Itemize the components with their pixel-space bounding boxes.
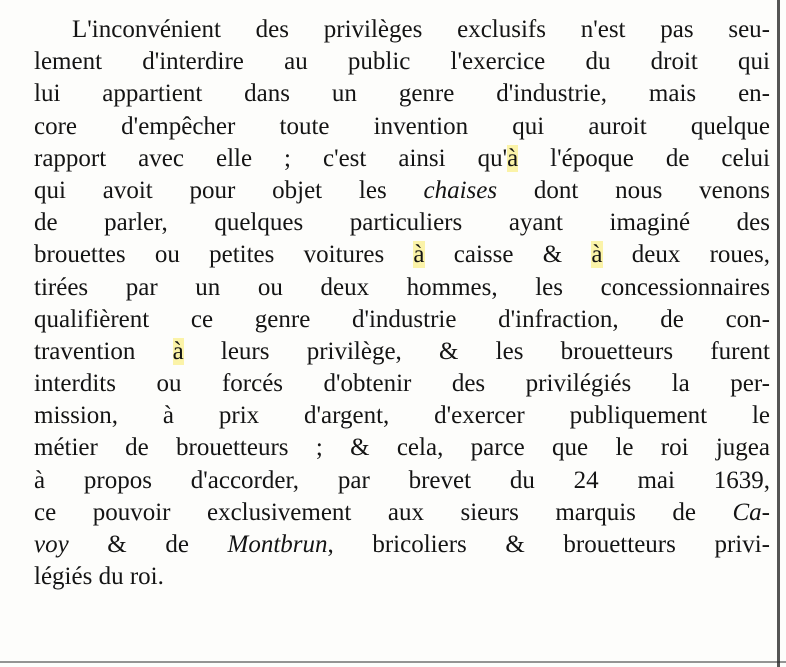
text-run: interdits ou forcés d'obtenir des privilégiés la per- — [34, 370, 770, 398]
text-line — [34, 207, 770, 239]
text-run: à propos d'accorder, par brevet du 24 mai 1639, — [34, 466, 770, 494]
highlighted-word: à — [413, 241, 425, 269]
text-run: core d'empêcher toute invention qui auroit quelque — [34, 112, 770, 140]
text-run: travention — [34, 337, 173, 365]
italic-text: Montbrun — [227, 531, 328, 558]
text-run: qui avoit pour objet les — [34, 176, 424, 204]
text-line — [34, 239, 770, 271]
page-bottom-edge — [0, 661, 786, 663]
text-line — [34, 561, 770, 593]
text-run: L'inconvénient des privilèges exclusifs n'est pas seu- — [72, 16, 770, 43]
text-line — [34, 529, 770, 561]
text-run: de parler, quelques particuliers ayant imaginé des — [34, 209, 770, 237]
text-run: lui appartient dans un genre d'industrie, mais en- — [34, 80, 770, 108]
text-run: , bricoliers & brouetteurs privi- — [327, 531, 770, 558]
text-line — [34, 336, 770, 368]
page-right-edge — [777, 0, 780, 667]
text-line — [34, 400, 770, 432]
highlighted-word: à — [172, 337, 184, 365]
text-run: leurs privilège, & les brouetteurs furent — [183, 337, 770, 365]
text-run: l'époque de celui — [518, 144, 770, 172]
text-run: mission, à prix d'argent, d'exercer publiquement le — [34, 402, 770, 430]
text-line — [34, 175, 770, 207]
text-run: rapport avec elle ; c'est ainsi qu' — [34, 144, 508, 172]
text-run: légiés du roi. — [34, 563, 164, 591]
italic-text: chaises — [423, 176, 498, 204]
text-run: dont nous venons — [497, 176, 770, 204]
text-line — [34, 368, 770, 400]
text-line — [34, 497, 770, 529]
text-run: ce pouvoir exclusivement aux sieurs marquis de — [34, 498, 733, 526]
text-line — [34, 272, 770, 304]
italic-text: Ca- — [732, 498, 770, 526]
text-run: lement d'interdire au public l'exercice du droit qui — [34, 48, 770, 76]
text-line — [34, 304, 770, 336]
paragraph — [34, 14, 770, 593]
text-run: caisse & — [424, 241, 592, 269]
text-line — [34, 111, 770, 143]
text-line — [34, 432, 770, 464]
text-run: tirées par un ou deux hommes, les concessionnaires — [34, 273, 770, 301]
text-line — [34, 465, 770, 497]
text-run: brouettes ou petites voitures — [34, 241, 414, 269]
text-run: qualifièrent ce genre d'industrie d'infraction, de con- — [34, 305, 770, 333]
highlighted-word: à — [507, 144, 519, 172]
text-line — [34, 78, 770, 110]
text-line — [34, 14, 770, 46]
text-line — [34, 46, 770, 78]
text-run: métier de brouetteurs ; & cela, parce que le roi jugea — [34, 434, 770, 462]
italic-text: voy — [34, 531, 69, 558]
text-line — [34, 143, 770, 175]
highlighted-word: à — [591, 241, 603, 269]
text-run: deux roues, — [602, 241, 770, 269]
text-run: & de — [68, 531, 228, 558]
